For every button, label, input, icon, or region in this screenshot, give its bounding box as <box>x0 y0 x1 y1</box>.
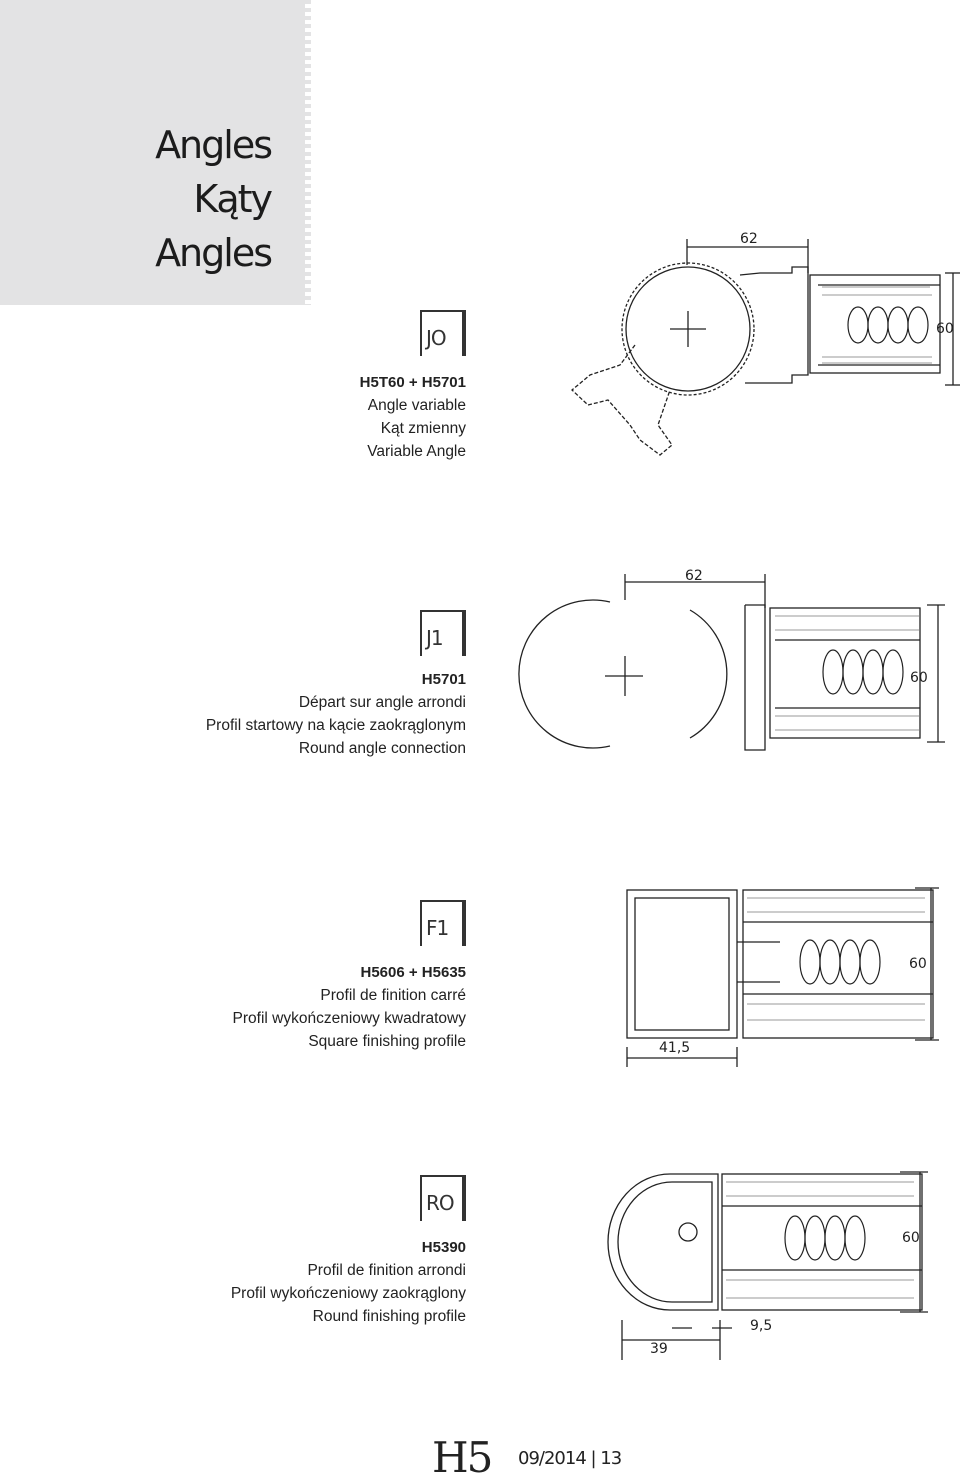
section-code: F1 <box>426 916 449 940</box>
description-line: Profil wykończeniowy kwadratowy <box>232 1010 466 1027</box>
description-line: Profil de finition carré <box>320 987 466 1004</box>
description-line: Round angle connection <box>298 740 466 757</box>
profile-drawing-square-finish <box>615 882 960 1074</box>
section-code: JO <box>426 326 446 350</box>
section-description <box>233 961 466 1053</box>
dimension-height: 60 <box>909 956 927 972</box>
section-description <box>360 371 466 463</box>
description-line: Profil startowy na kącie zaokrąglonym <box>205 717 466 734</box>
title-line-1: Angles <box>155 123 271 167</box>
description-line: Profil de finition arrondi <box>307 1262 466 1279</box>
dimension-width: 41,5 <box>659 1040 691 1056</box>
dimension-offset: 9,5 <box>750 1318 773 1334</box>
section-code-badge <box>420 900 466 946</box>
title-block <box>0 0 307 305</box>
section-code-badge <box>420 610 466 656</box>
description-line: Square finishing profile <box>308 1033 466 1050</box>
description-line: Profil wykończeniowy zaokrąglony <box>230 1285 466 1302</box>
product-reference: H5T60 + H5701 <box>359 374 466 391</box>
dimension-height: 60 <box>936 321 954 337</box>
dimension-height: 60 <box>910 670 928 686</box>
product-reference: H5606 + H5635 <box>360 964 466 981</box>
title-line-3: Angles <box>155 231 271 275</box>
dimension-height: 60 <box>902 1230 920 1246</box>
description-line: Angle variable <box>367 397 466 414</box>
dimension-width: 39 <box>650 1341 668 1357</box>
section-code-badge <box>420 1175 466 1221</box>
section-code: J1 <box>426 626 443 650</box>
description-line: Kąt zmienny <box>380 420 466 437</box>
product-reference: H5390 <box>421 1239 466 1256</box>
title-lines <box>155 118 271 280</box>
title-line-2: Kąty <box>193 177 271 221</box>
section-description <box>231 1236 466 1328</box>
description-line: Départ sur angle arrondi <box>298 694 466 711</box>
dimension-width: 62 <box>685 568 703 584</box>
date-page-number: 09/2014 | 13 <box>518 1448 622 1469</box>
profile-drawing-round-angle <box>555 560 960 755</box>
brand-logo: H5 <box>432 1433 492 1482</box>
description-line: Variable Angle <box>367 443 466 460</box>
product-reference: H5701 <box>421 671 466 688</box>
section-code-badge <box>420 310 466 356</box>
section-description <box>206 668 466 760</box>
profile-drawing-variable-angle <box>560 225 960 470</box>
dimension-width: 62 <box>740 231 758 247</box>
profile-drawing-round-finish <box>600 1160 960 1365</box>
description-line: Round finishing profile <box>312 1308 466 1325</box>
section-code: RO <box>426 1191 454 1215</box>
